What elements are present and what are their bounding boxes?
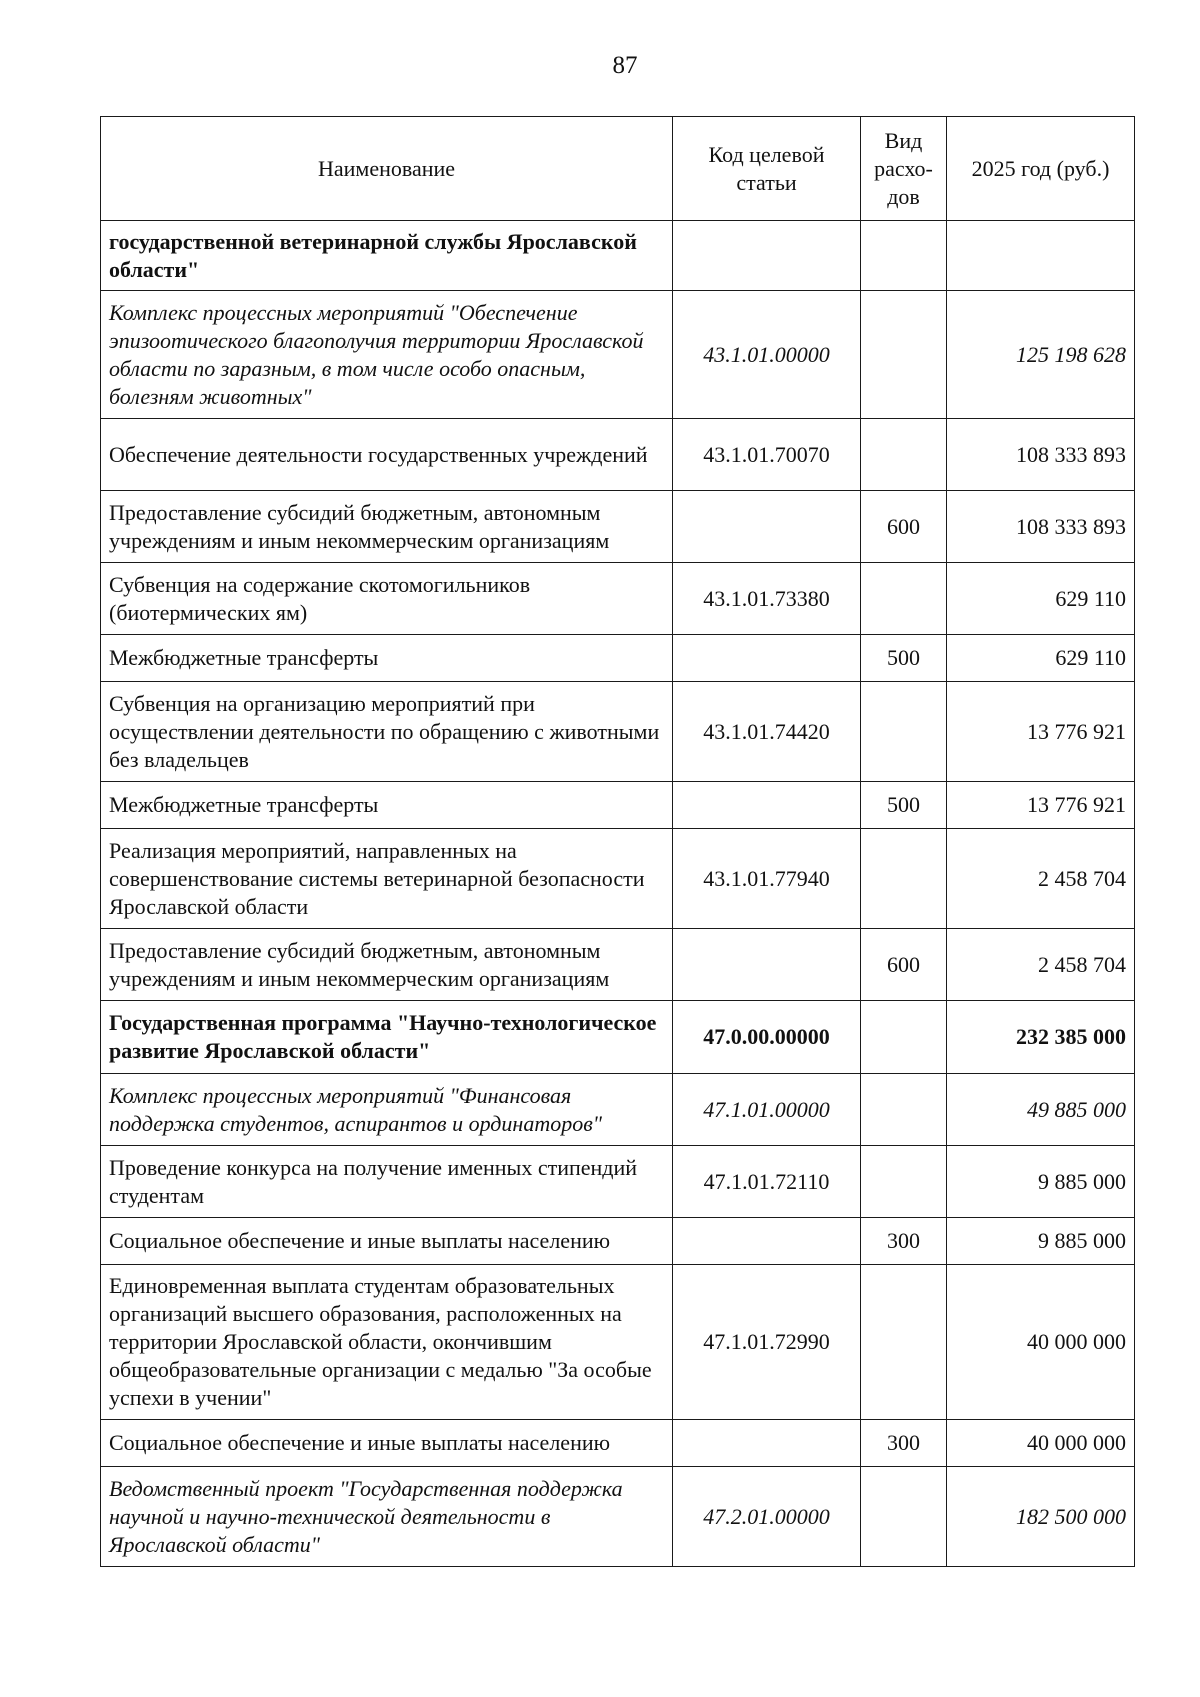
row-name: Субвенция на организацию мероприятий при осуществлении деятельности по обращению с животными без владельцев (101, 682, 673, 782)
row-code: 47.2.01.00000 (673, 1467, 861, 1567)
row-amount: 49 885 000 (947, 1074, 1135, 1146)
row-code (673, 491, 861, 563)
row-name: Обеспечение деятельности государственных учреждений (101, 419, 673, 491)
row-type (861, 1001, 947, 1074)
row-amount: 2 458 704 (947, 829, 1135, 929)
row-amount: 629 110 (947, 635, 1135, 682)
table-row (101, 682, 1135, 782)
row-code: 47.1.01.00000 (673, 1074, 861, 1146)
row-code (673, 221, 861, 291)
row-name: Комплекс процессных мероприятий "Обеспечение эпизоотического благополучия территории Ярославской области по заразным, в том числе особо опасным, болезням животных" (101, 291, 673, 419)
row-name: Социальное обеспечение и иные выплаты населению (101, 1420, 673, 1467)
header-type: Вид расхо-дов (861, 117, 947, 221)
header-code: Код целевой статьи (673, 117, 861, 221)
row-code: 47.1.01.72990 (673, 1265, 861, 1420)
row-name: Межбюджетные трансферты (101, 635, 673, 682)
row-code: 47.1.01.72110 (673, 1146, 861, 1218)
row-type (861, 829, 947, 929)
table-row (101, 929, 1135, 1001)
row-amount (947, 221, 1135, 291)
row-name: Социальное обеспечение и иные выплаты населению (101, 1218, 673, 1265)
row-name: государственной ветеринарной службы Ярославской области" (101, 221, 673, 291)
row-amount: 182 500 000 (947, 1467, 1135, 1567)
row-code: 43.1.01.70070 (673, 419, 861, 491)
table-row (101, 1146, 1135, 1218)
row-name: Единовременная выплата студентам образовательных организаций высшего образования, расположенных на территории Ярославской области, окончившим общеобразовательные организации с медалью "За особые успехи в учении" (101, 1265, 673, 1420)
table-row (101, 221, 1135, 291)
row-code: 43.1.01.00000 (673, 291, 861, 419)
row-code (673, 1218, 861, 1265)
table-row (101, 491, 1135, 563)
row-type (861, 419, 947, 491)
row-amount: 125 198 628 (947, 291, 1135, 419)
row-amount: 40 000 000 (947, 1420, 1135, 1467)
row-type: 600 (861, 491, 947, 563)
row-amount: 108 333 893 (947, 491, 1135, 563)
row-name: Предоставление субсидий бюджетным, автономным учреждениям и иным некоммерческим организациям (101, 491, 673, 563)
row-code (673, 782, 861, 829)
table-row (101, 635, 1135, 682)
page-number: 87 (612, 52, 638, 79)
row-type (861, 682, 947, 782)
row-type: 600 (861, 929, 947, 1001)
row-type: 300 (861, 1420, 947, 1467)
row-name: Субвенция на содержание скотомогильников (биотермических ям) (101, 563, 673, 635)
row-code: 43.1.01.73380 (673, 563, 861, 635)
row-type (861, 291, 947, 419)
table-row (101, 291, 1135, 419)
row-code (673, 635, 861, 682)
row-name: Ведомственный проект "Государственная поддержка научной и научно-технической деятельности в Ярославской области" (101, 1467, 673, 1567)
row-name: Комплекс процессных мероприятий "Финансовая поддержка студентов, аспирантов и ординаторов" (101, 1074, 673, 1146)
row-amount: 40 000 000 (947, 1265, 1135, 1420)
row-code: 47.0.00.00000 (673, 1001, 861, 1074)
row-type: 500 (861, 635, 947, 682)
row-amount: 2 458 704 (947, 929, 1135, 1001)
row-amount: 9 885 000 (947, 1218, 1135, 1265)
row-amount: 629 110 (947, 563, 1135, 635)
row-name: Реализация мероприятий, направленных на совершенствование системы ветеринарной безопасности Ярославской области (101, 829, 673, 929)
header-amount: 2025 год (руб.) (947, 117, 1135, 221)
table-row (101, 1074, 1135, 1146)
row-name: Государственная программа "Научно-технологическое развитие Ярославской области" (101, 1001, 673, 1074)
table-row (101, 782, 1135, 829)
row-type (861, 1265, 947, 1420)
row-amount: 13 776 921 (947, 782, 1135, 829)
row-code (673, 1420, 861, 1467)
table-row (101, 829, 1135, 929)
row-amount: 108 333 893 (947, 419, 1135, 491)
row-name: Предоставление субсидий бюджетным, автономным учреждениям и иным некоммерческим организациям (101, 929, 673, 1001)
table-row (101, 1218, 1135, 1265)
row-type (861, 563, 947, 635)
budget-table (100, 116, 1135, 1567)
row-type (861, 221, 947, 291)
row-code: 43.1.01.77940 (673, 829, 861, 929)
row-type (861, 1146, 947, 1218)
row-code (673, 929, 861, 1001)
row-type (861, 1074, 947, 1146)
table-row (101, 1467, 1135, 1567)
row-amount: 13 776 921 (947, 682, 1135, 782)
table-header-row (101, 117, 1135, 221)
row-type: 500 (861, 782, 947, 829)
row-name: Проведение конкурса на получение именных стипендий студентам (101, 1146, 673, 1218)
table-row (101, 1001, 1135, 1074)
table-row (101, 1420, 1135, 1467)
row-code: 43.1.01.74420 (673, 682, 861, 782)
row-type: 300 (861, 1218, 947, 1265)
row-amount: 9 885 000 (947, 1146, 1135, 1218)
table-row (101, 419, 1135, 491)
row-name: Межбюджетные трансферты (101, 782, 673, 829)
table-row (101, 1265, 1135, 1420)
row-type (861, 1467, 947, 1567)
row-amount: 232 385 000 (947, 1001, 1135, 1074)
table-row (101, 563, 1135, 635)
header-name: Наименование (101, 117, 673, 221)
